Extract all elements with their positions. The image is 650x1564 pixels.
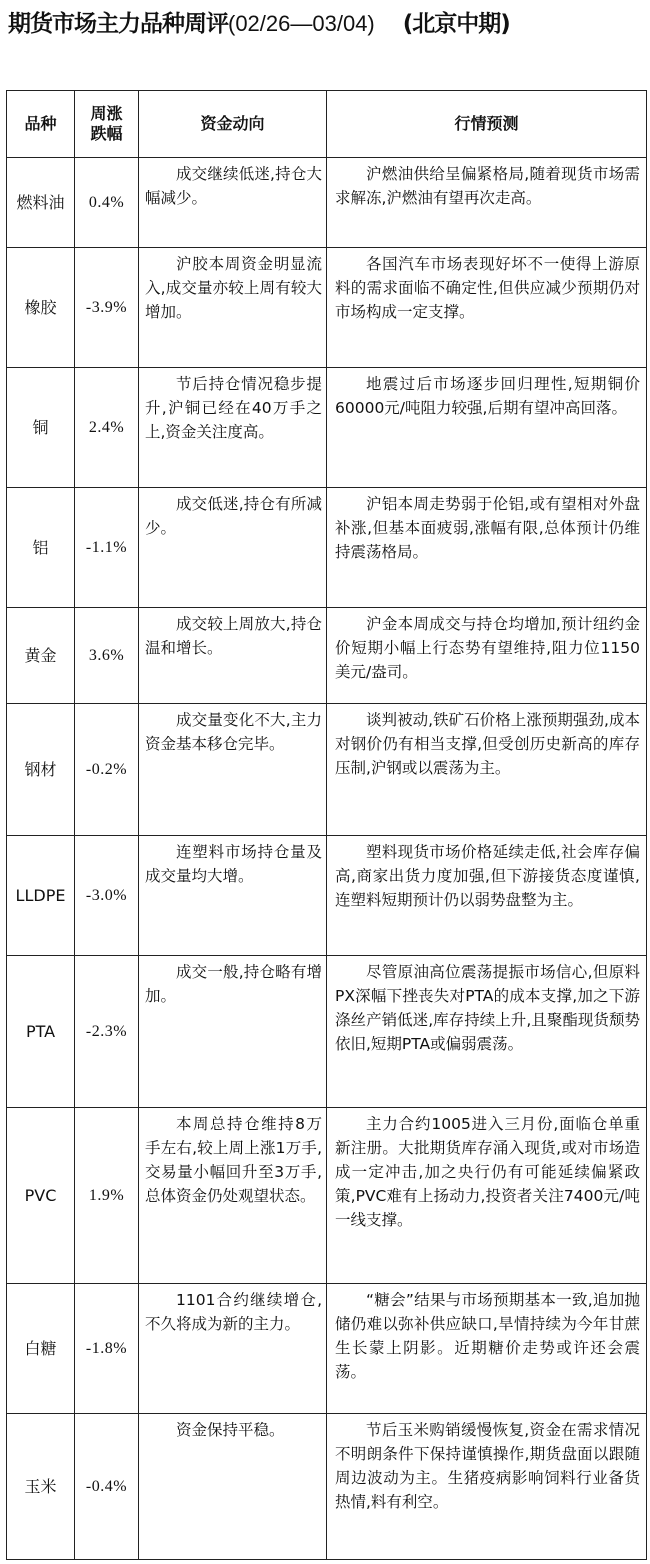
table-row — [7, 1108, 647, 1284]
source-label: (北京中期) — [402, 11, 510, 37]
col-header-outlook: 行情预测 — [327, 91, 647, 158]
fund-flow-text: 节后持仓情况稳步提升,沪铜已经在40万手之上,资金关注度高。 — [145, 375, 322, 441]
market-outlook-text: 地震过后市场逐步回归理性,短期铜价60000元/吨阻力较强,后期有望冲高回落。 — [335, 375, 640, 417]
market-outlook — [327, 1108, 647, 1284]
commodity-name: 玉米 — [7, 1414, 75, 1560]
date-range: (02/26—03/04) — [228, 11, 375, 36]
commodity-name: 橡胶 — [7, 248, 75, 368]
weekly-change: 0.4% — [75, 158, 139, 248]
market-outlook — [327, 488, 647, 608]
fund-flow — [139, 1108, 327, 1284]
table-row — [7, 956, 647, 1108]
table-row — [7, 1414, 647, 1560]
fund-flow-text: 成交量变化不大,主力资金基本移仓完毕。 — [145, 711, 322, 753]
table-row — [7, 608, 647, 704]
page-title — [8, 4, 648, 44]
weekly-change: -0.4% — [75, 1414, 139, 1560]
fund-flow — [139, 608, 327, 704]
weekly-change: 1.9% — [75, 1108, 139, 1284]
market-outlook — [327, 248, 647, 368]
market-outlook-text: 塑料现货市场价格延续走低,社会库存偏高,商家出货力度加强,但下游接货态度谨慎,连塑料短期预计仍以弱势盘整为主。 — [335, 843, 640, 909]
table-row — [7, 158, 647, 248]
weekly-change: -3.9% — [75, 248, 139, 368]
col-header-fund: 资金动向 — [139, 91, 327, 158]
col-header-change-line: 跌幅 — [90, 124, 123, 143]
fund-flow — [139, 956, 327, 1108]
table-row — [7, 488, 647, 608]
weekly-change: 2.4% — [75, 368, 139, 488]
market-outlook-text: “糖会”结果与市场预期基本一致,追加抛储仍难以弥补供应缺口,旱情持续为今年甘蔗生长蒙上阴影。近期糖价走势或许还会震荡。 — [335, 1291, 640, 1381]
commodity-name: 铜 — [7, 368, 75, 488]
weekly-change: -1.1% — [75, 488, 139, 608]
market-outlook — [327, 704, 647, 836]
fund-flow-text: 成交较上周放大,持仓温和增长。 — [145, 615, 322, 657]
market-outlook — [327, 1284, 647, 1414]
table-row — [7, 1284, 647, 1414]
fund-flow-text: 本周总持仓维持8万手左右,较上周上涨1万手,交易量小幅回升至3万手,总体资金仍处观望状态。 — [145, 1115, 322, 1205]
market-outlook — [327, 158, 647, 248]
fund-flow-text: 成交一般,持仓略有增加。 — [145, 963, 322, 1005]
market-outlook-text: 主力合约1005进入三月份,面临仓单重新注册。大批期货库存涌入现货,或对市场造成一定冲击,加之央行仍有可能延续偏紧政策,PVC难有上扬动力,投资者关注7400元/吨一线支撑。 — [335, 1115, 640, 1229]
market-outlook — [327, 608, 647, 704]
fund-flow — [139, 836, 327, 956]
table-row — [7, 704, 647, 836]
fund-flow — [139, 368, 327, 488]
fund-flow-text: 连塑料市场持仓量及成交量均大增。 — [145, 843, 322, 885]
market-outlook-text: 谈判被动,铁矿石价格上涨预期强劲,成本对钢价仍有相当支撑,但受创历史新高的库存压制,沪钢或以震荡为主。 — [335, 711, 640, 777]
market-outlook — [327, 956, 647, 1108]
commodity-name: 黄金 — [7, 608, 75, 704]
fund-flow-text: 沪胶本周资金明显流入,成交量亦较上周有较大增加。 — [145, 255, 322, 321]
market-outlook — [327, 1414, 647, 1560]
col-header-change — [75, 91, 139, 158]
commodity-name: 燃料油 — [7, 158, 75, 248]
table-header-row — [7, 91, 647, 158]
fund-flow-text: 1101合约继续增仓,不久将成为新的主力。 — [145, 1291, 322, 1333]
col-header-name: 品种 — [7, 91, 75, 158]
market-outlook-text: 各国汽车市场表现好坏不一使得上游原料的需求面临不确定性,但供应减少预期仍对市场构成一定支撑。 — [335, 255, 640, 321]
fund-flow-text: 成交低迷,持仓有所减少。 — [145, 495, 322, 537]
weekly-change: 3.6% — [75, 608, 139, 704]
fund-flow — [139, 488, 327, 608]
title-text: 期货市场主力品种周评 — [8, 11, 228, 37]
market-outlook-text: 沪铝本周走势弱于伦铝,或有望相对外盘补涨,但基本面疲弱,涨幅有限,总体预计仍维持震荡格局。 — [335, 495, 640, 561]
commodity-name: 钢材 — [7, 704, 75, 836]
commodity-name: 铝 — [7, 488, 75, 608]
table-row — [7, 368, 647, 488]
fund-flow — [139, 1414, 327, 1560]
market-outlook-text: 沪燃油供给呈偏紧格局,随着现货市场需求解冻,沪燃油有望再次走高。 — [335, 165, 640, 207]
commodity-name: LLDPE — [7, 836, 75, 956]
fund-flow — [139, 158, 327, 248]
fund-flow-text: 成交继续低迷,持仓大幅减少。 — [145, 165, 322, 207]
commodity-name: PTA — [7, 956, 75, 1108]
market-outlook-text: 尽管原油高位震荡提振市场信心,但原料PX深幅下挫丧失对PTA的成本支撑,加之下游涤丝产销低迷,库存持续上升,且聚酯现货颓势依旧,短期PTA或偏弱震荡。 — [335, 963, 640, 1053]
commodity-name: 白糖 — [7, 1284, 75, 1414]
market-outlook — [327, 836, 647, 956]
futures-review-table — [6, 90, 647, 1560]
market-outlook — [327, 368, 647, 488]
col-header-change-line: 周涨 — [90, 104, 123, 123]
weekly-change: -1.8% — [75, 1284, 139, 1414]
fund-flow — [139, 1284, 327, 1414]
commodity-name: PVC — [7, 1108, 75, 1284]
fund-flow — [139, 704, 327, 836]
fund-flow-text: 资金保持平稳。 — [176, 1421, 285, 1439]
table-row — [7, 836, 647, 956]
fund-flow — [139, 248, 327, 368]
weekly-change: -0.2% — [75, 704, 139, 836]
market-outlook-text: 节后玉米购销缓慢恢复,资金在需求情况不明朗条件下保持谨慎操作,期货盘面以跟随周边波动为主。生猪疫病影响饲料行业备货热情,料有利空。 — [335, 1421, 640, 1511]
market-outlook-text: 沪金本周成交与持仓均增加,预计纽约金价短期小幅上行态势有望维持,阻力位1150美元/盎司。 — [335, 615, 640, 681]
weekly-change: -3.0% — [75, 836, 139, 956]
weekly-change: -2.3% — [75, 956, 139, 1108]
table-row — [7, 248, 647, 368]
